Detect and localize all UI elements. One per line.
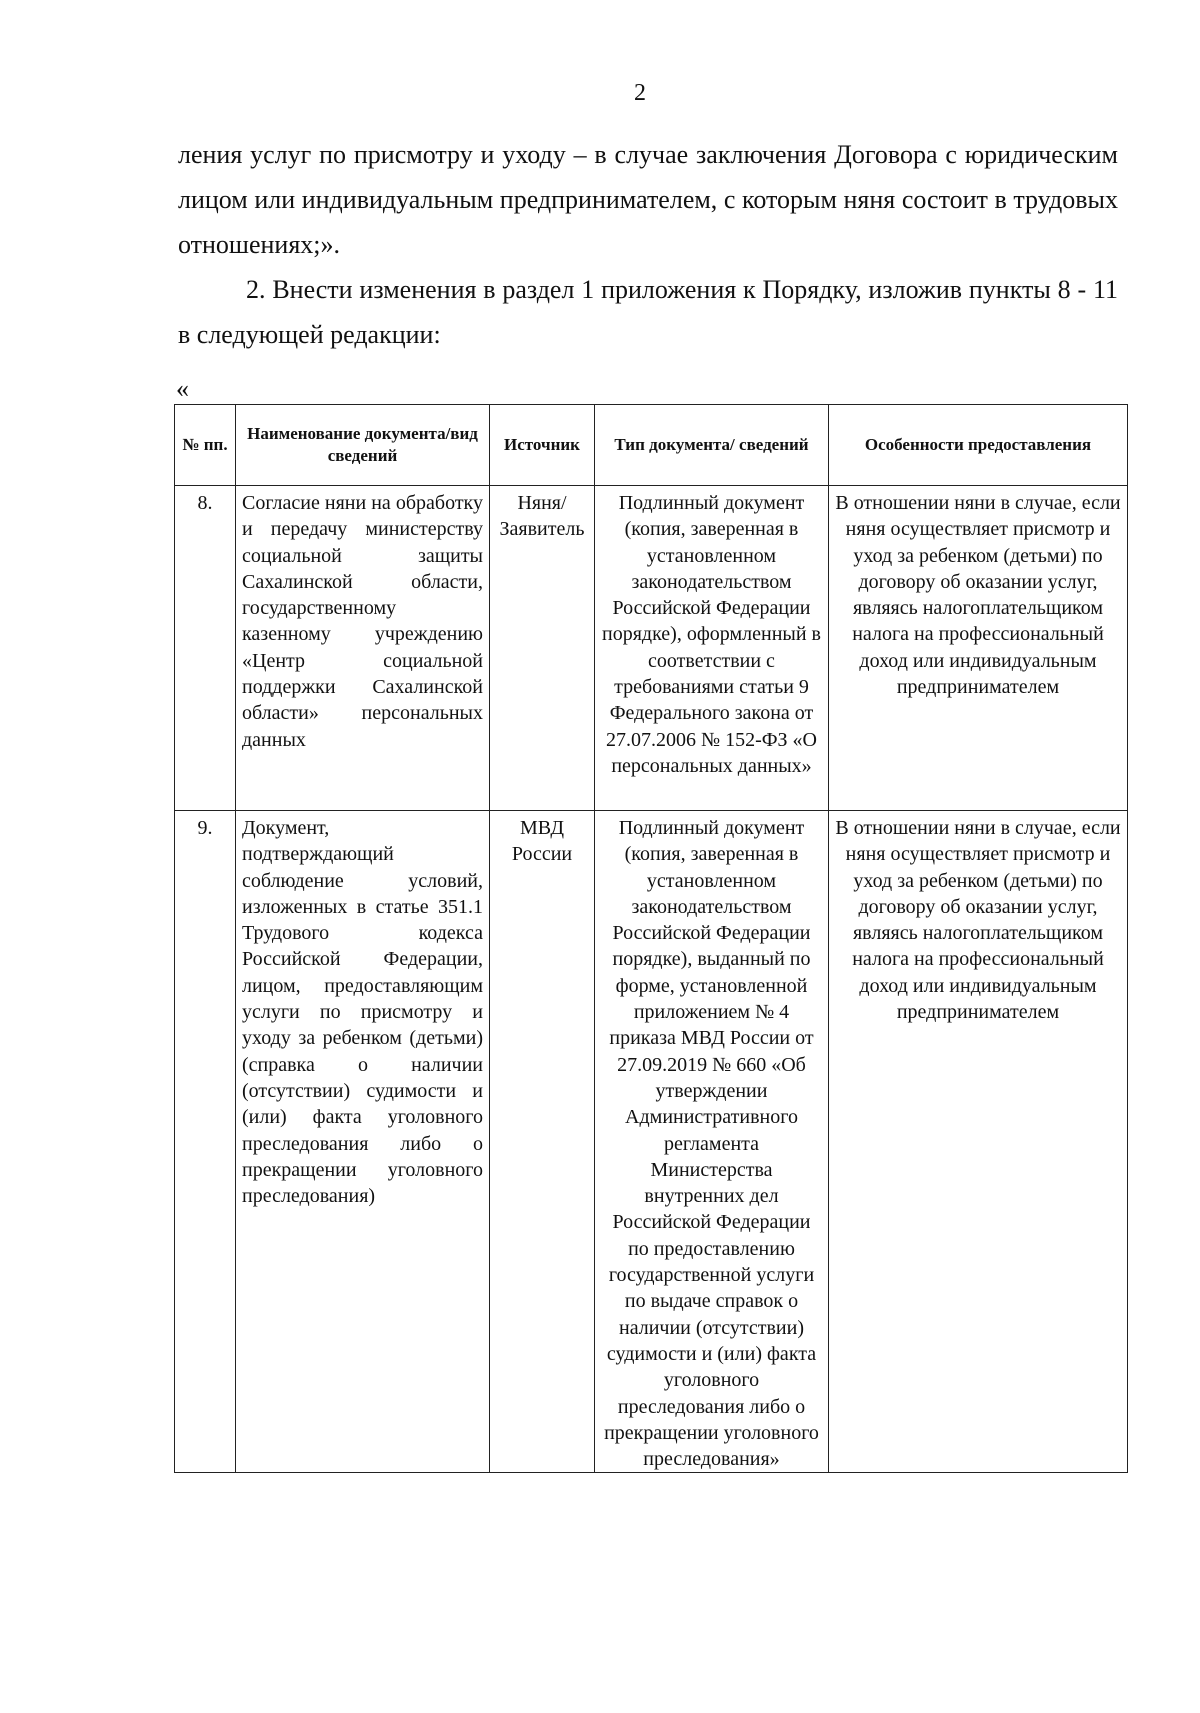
- opening-quote: «: [176, 374, 189, 403]
- table-row: [175, 811, 1128, 1473]
- source-cell: Няня/ Заявитель: [490, 486, 595, 811]
- header-features: Особенности предоставления: [829, 405, 1128, 486]
- row-number: 8.: [175, 486, 236, 811]
- header-number: № пп.: [175, 405, 236, 486]
- table-row: [175, 486, 1128, 811]
- features-cell: В отношении няни в случае, если няня осуществляет присмотр и уход за ребенком (детьми) по договору об оказании услуг, являясь налогоплательщиком налога на профессиональный доход или индивидуальным предпринимателем: [829, 811, 1128, 1473]
- header-document-type: Тип документа/ сведений: [595, 405, 829, 486]
- document-name-cell: Согласие няни на обработку и передачу министерству социальной защиты Сахалинской области, государственному казенному учреждению «Центр социальной поддержки Сахалинской области» персональных данных: [236, 486, 490, 811]
- document-type-cell: Подлинный документ (копия, заверенная в установленном законодательством Российской Федерации порядке), выданный по форме, установленной приложением № 4 приказа МВД России от 27.09.2019 № 660 «Об утверждении Административного регламента Министерства внутренних дел Российской Федерации по предоставлению государственной услуги по выдаче справок о наличии (отсутствии) судимости и (или) факта уголовного преследования либо о прекращении уголовного преследования»: [595, 811, 829, 1473]
- intro-text: [178, 132, 1118, 357]
- documents-table: [174, 404, 1128, 1473]
- header-document-name: Наименование документа/вид сведений: [236, 405, 490, 486]
- page-number: 2: [634, 80, 646, 106]
- source-cell: МВД России: [490, 811, 595, 1473]
- row-number: 9.: [175, 811, 236, 1473]
- paragraph-amendment: 2. Внести изменения в раздел 1 приложения к Порядку, изложив пункты 8 - 11 в следующей редакции:: [178, 275, 1118, 349]
- document-type-cell: Подлинный документ (копия, заверенная в установленном законодательством Российской Федерации порядке), оформленный в соответствии с требованиями статьи 9 Федерального закона от 27.07.2006 № 152-ФЗ «О персональных данных»: [595, 486, 829, 811]
- paragraph-continuation: ления услуг по присмотру и уходу – в случае заключения Договора с юридическим лицом или индивидуальным предпринимателем, с которым няня состоит в трудовых отношениях;».: [178, 140, 1118, 259]
- table-header-row: [175, 405, 1128, 486]
- features-cell: В отношении няни в случае, если няня осуществляет присмотр и уход за ребенком (детьми) по договору об оказании услуг, являясь налогоплательщиком налога на профессиональный доход или индивидуальным предпринимателем: [829, 486, 1128, 811]
- header-source: Источник: [490, 405, 595, 486]
- document-name-cell: Документ, подтверждающий соблюдение условий, изложенных в статье 351.1 Трудового кодекса Российской Федерации, лицом, предоставляющим услуги по присмотру и уходу за ребенком (детьми) (справка о наличии (отсутствии) судимости и (или) факта уголовного преследования либо о прекращении уголовного преследования): [236, 811, 490, 1473]
